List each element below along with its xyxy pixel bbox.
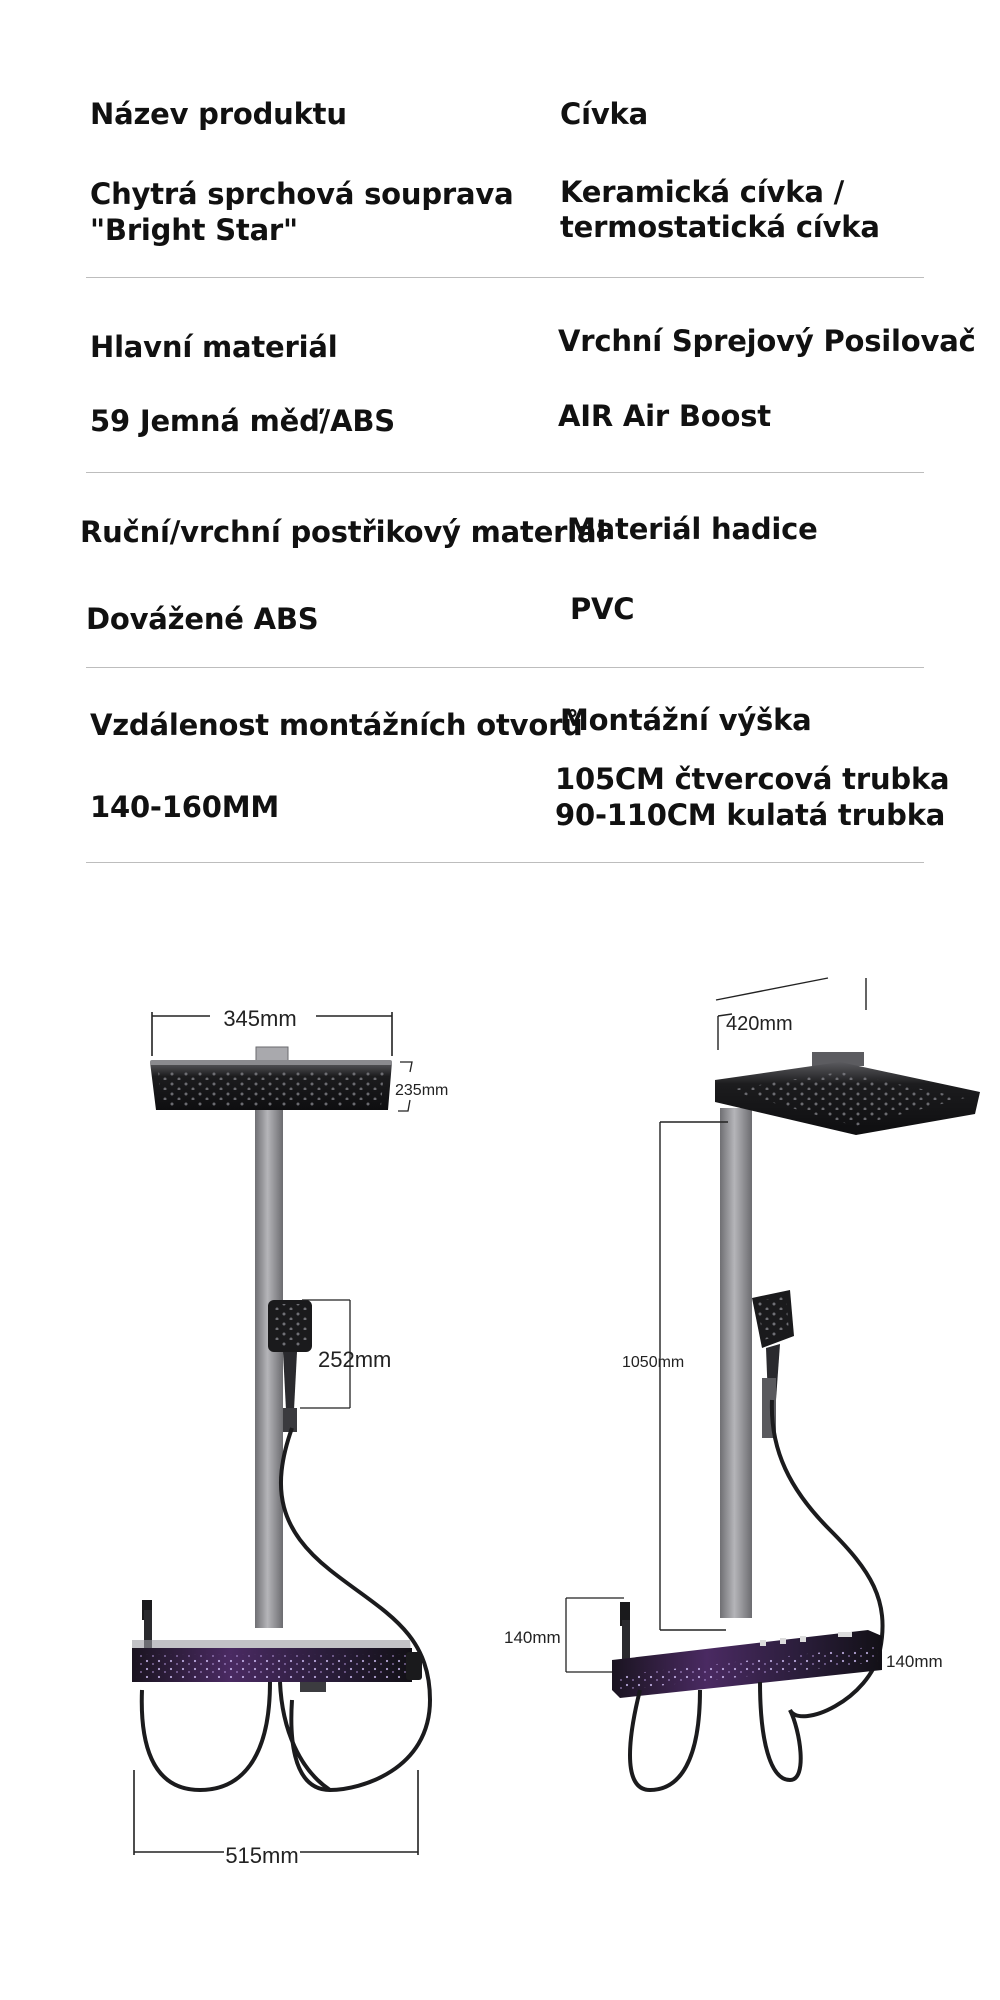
spec-value-product-name-line2: "Bright Star" [90, 213, 298, 247]
front-handheld-handle [283, 1352, 297, 1410]
spec-value-mount-height-line2: 90-110CM kulatá trubka [555, 798, 946, 832]
spec-value-main-material: 59 Jemná měď/ABS [90, 404, 395, 438]
side-hose-left [630, 1690, 700, 1790]
spec-label-main-material: Hlavní materiál [90, 330, 338, 364]
side-console-depth-label: 140mm [886, 1652, 943, 1671]
front-riser-pipe [255, 1108, 283, 1628]
spec-label-hose-material: Materiál hadice [567, 512, 818, 546]
side-view [504, 978, 980, 1790]
spec-value-mount-height-line1: 105CM čtvercová trubka [555, 762, 950, 796]
spec-value-product-name-line1: Chytrá sprchová souprava [90, 177, 514, 211]
spec-value-spray-material: Dovážené ABS [86, 602, 319, 636]
dimension-diagram [0, 930, 1000, 2000]
front-console-knob [406, 1652, 422, 1680]
front-view [132, 1006, 448, 1868]
divider [86, 667, 924, 668]
divider [86, 862, 924, 863]
side-bar-height-label: 1050mm [622, 1354, 685, 1371]
front-hose-right [281, 1428, 430, 1790]
spec-table [0, 0, 1000, 870]
front-hose-left [142, 1682, 270, 1790]
side-head-width-label: 420mm [726, 1013, 793, 1035]
spec-value-hose-material: PVC [570, 592, 635, 626]
front-console-width-label: 515mm [225, 1843, 299, 1868]
spec-label-hole-distance: Vzdálenost montážních otvorů [90, 708, 583, 742]
spec-value-spray-booster: AIR Air Boost [558, 399, 771, 433]
divider [86, 472, 924, 473]
spec-value-cartridge-line2: termostatická cívka [560, 210, 880, 244]
side-riser-pipe [720, 1108, 752, 1618]
front-head-depth-label: 235mm [395, 1082, 449, 1099]
divider [86, 277, 924, 278]
shower-diagram-svg [0, 930, 1000, 2000]
side-spout-height-label: 140mm [504, 1628, 561, 1647]
front-handheld-length-label: 252mm [318, 1347, 392, 1372]
front-head-width-label: 345mm [223, 1006, 297, 1031]
spec-value-hole-distance: 140-160MM [90, 790, 280, 824]
spec-label-cartridge: Cívka [560, 97, 648, 131]
spec-label-spray-material: Ruční/vrchní postřikový materiál [80, 515, 607, 549]
spec-label-spray-booster: Vrchní Sprejový Posilovač [558, 324, 976, 358]
spec-value-cartridge-line1: Keramická cívka / [560, 175, 844, 209]
spec-label-mount-height: Montážní výška [560, 703, 812, 737]
spec-label-product-name: Název produktu [90, 97, 347, 131]
